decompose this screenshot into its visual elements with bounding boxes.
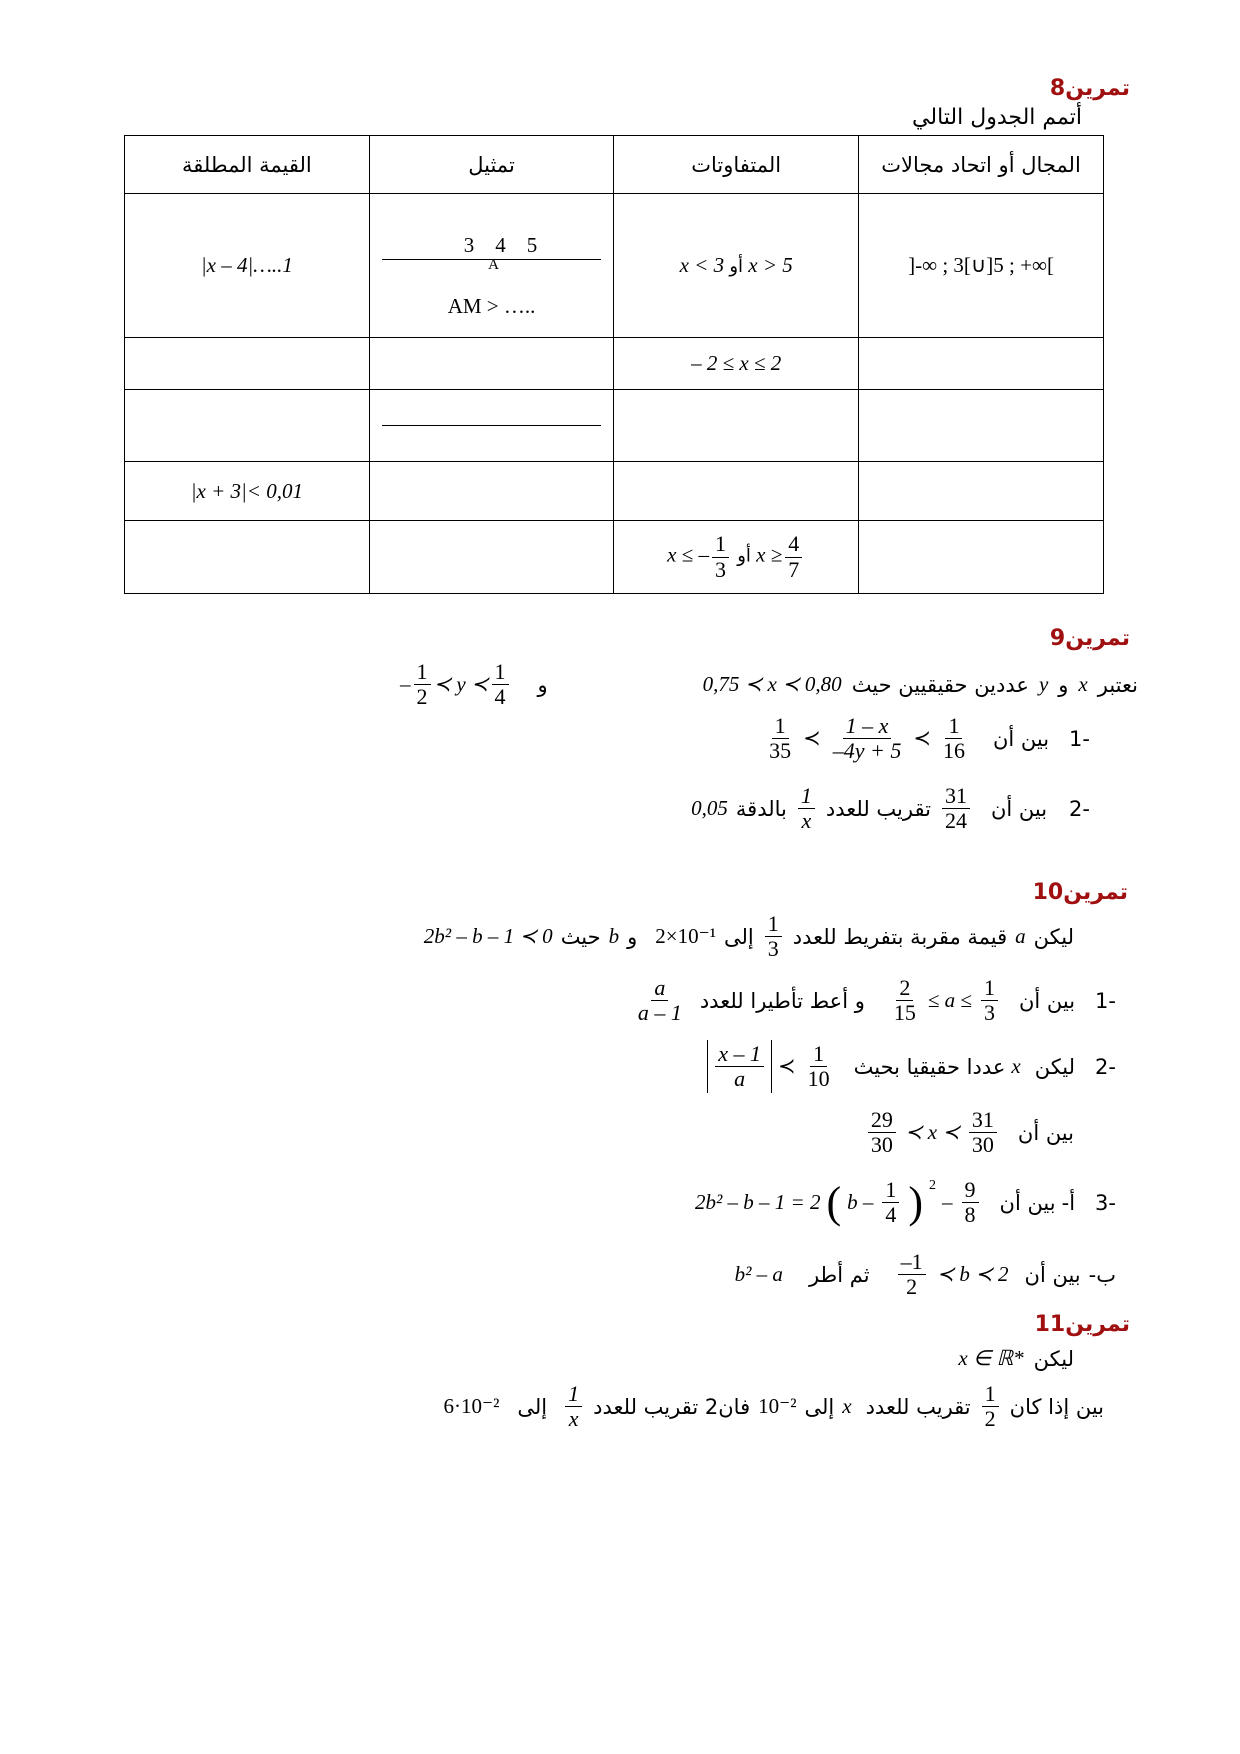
axis-tick-labels: 3 4 5 [463, 233, 538, 257]
header-absolute-value: القيمة المطلقة [125, 136, 370, 194]
cell-representation-row1 [369, 194, 614, 338]
header-inequalities: المتفاوتات [614, 136, 859, 194]
cell-representation-row4 [369, 462, 614, 521]
exercise-10-question-2: $\frac{x - 1}{a}$ ≺ $\frac{1}{10}$ عددا حقيقيا بحيث x ليكن 2- [707, 1040, 1116, 1093]
exercise-11-statement: x ∈ ℝ* ليكن [958, 1346, 1074, 1371]
cell-interval-row5 [859, 521, 1104, 594]
number-line-empty [382, 425, 602, 426]
condition-y: – $\frac{1}{2}$ ≺ y ≺ $\frac{1}{4}$ و [400, 659, 548, 710]
exercise-8-instruction: أتمم الجدول التالي [912, 105, 1082, 130]
cell-interval-row2 [859, 338, 1104, 390]
cell-representation-row5 [369, 521, 614, 594]
close-paren: ) [908, 1177, 924, 1227]
exercise-10-question-2-bound: $\frac{29}{30}$ ≺ x ≺ $\frac{31}{30}$ بين أن [865, 1108, 1074, 1157]
cell-representation-row2 [369, 338, 614, 390]
exercise-9-question-2: 0,05 بالدقة $\frac{1}{x}$ تقريب للعدد $\frac{31}{24}$ بين أن 2- [691, 783, 1090, 834]
distance-expression: AM > ….. [447, 294, 536, 318]
header-representation: تمثيل [369, 136, 614, 194]
table-header-row [125, 136, 1104, 194]
exercise-10-question-3b: b² – a ثم أطر $\frac{-1}{2}$ ≺ b ≺ 2 بين أن ب- [734, 1249, 1116, 1300]
cell-interval-row1: ]-∞ ; 3[∪]5 ; +∞[ [859, 194, 1104, 338]
cell-abs-row5 [125, 521, 370, 594]
cell-ineq-row1: x < 3 أو x > 5 [614, 194, 859, 338]
axis-point-label: A [488, 257, 499, 273]
table-row [125, 521, 1104, 594]
exercise-8-title: تمرين8 [1049, 76, 1130, 101]
cell-interval-row3 [859, 390, 1104, 462]
exercise-11-title: تمرين11 [1034, 1312, 1130, 1337]
table-row [125, 338, 1104, 390]
exercise-9-question-1: $\frac{1}{35}$ ≺ $\frac{1 - x}{-4y + 5}$ ≺ $\frac{1}{16}$ بين أن 1- [769, 713, 1090, 764]
exercise-9-title: تمرين9 [1049, 626, 1130, 651]
exercise-10-question-3a: 2b² – b – 1 = 2 ( b – $\frac{1}{4}$ ) $^2$ – $\frac{9}{8}$ بين أن أ- 3- [694, 1177, 1116, 1228]
cell-abs-row1: |x – 4|…..1 [125, 194, 370, 338]
cell-abs-row2 [125, 338, 370, 390]
cell-ineq-row5: x ≤ – $\frac{1}{3}$ أو x ≥ $\frac{4}{7}$ [614, 521, 859, 594]
table-row [125, 194, 1104, 338]
exercise-10-statement: 2b² – b – 1 ≺ 0 حيث b و 2×10⁻¹ إلى $\frac{1}{3}$ قيمة مقربة بتفريط للعدد a ليكن [423, 911, 1074, 962]
exercise-9-statement [400, 660, 1138, 709]
table-row [125, 462, 1104, 521]
exercise-11-question: 6·10⁻² إلى $\frac{1}{x}$ فان2 تقريب للعدد 10⁻² إلى x تقريب للعدد $\frac{1}{2}$ بين إذا كان [443, 1381, 1104, 1432]
cell-abs-row4: |x + 3|< 0,01 [125, 462, 370, 521]
cell-ineq-row4 [614, 462, 859, 521]
open-paren: ( [826, 1177, 842, 1227]
absolute-value-bars: $\frac{x - 1}{a}$ [707, 1040, 772, 1093]
header-interval: المجال أو اتحاد مجالات [859, 136, 1104, 194]
cell-interval-row4 [859, 462, 1104, 521]
cell-abs-row3 [125, 390, 370, 462]
cell-ineq-row2: – 2 ≤ x ≤ 2 [614, 338, 859, 390]
exercise-10-question-1: $\frac{a}{a - 1}$ و أعط تأطيرا للعدد $\frac{2}{15}$ ≤ a ≤ $\frac{1}{3}$ بين أن 1- [637, 975, 1116, 1026]
cell-ineq-row3 [614, 390, 859, 462]
table-row [125, 390, 1104, 462]
exercise-10-title: تمرين10 [1032, 880, 1128, 905]
cell-representation-row3 [369, 390, 614, 462]
condition-x: 0,75 ≺ x ≺ 0,80 عددين حقيقيين حيث y و x نعتبر [702, 672, 1138, 697]
exercise-8-table [124, 135, 1104, 594]
